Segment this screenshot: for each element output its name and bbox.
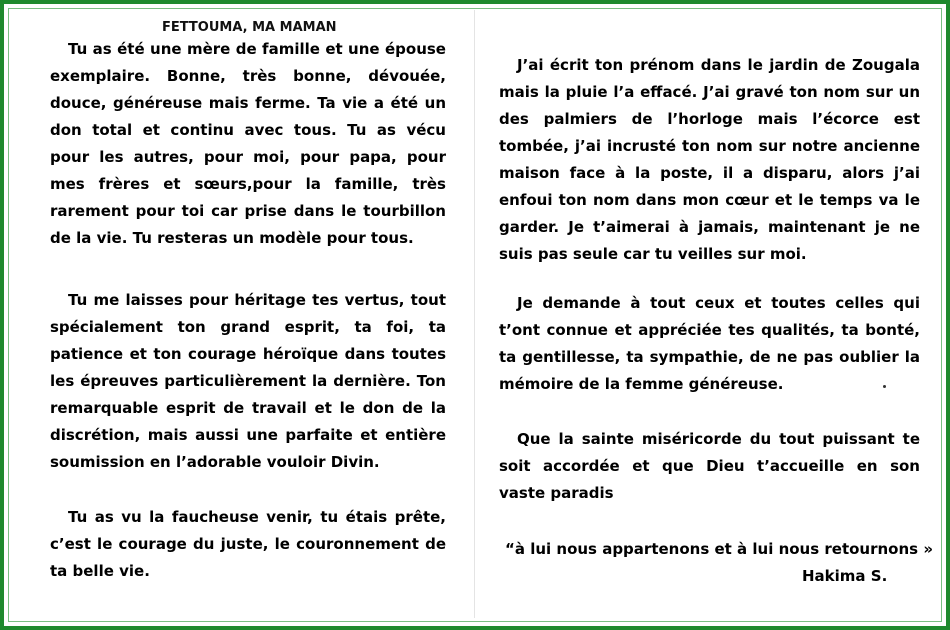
left-paragraph-3: Tu as vu la faucheuse venir, tu étais prête, c’est le courage du juste, le couronnement de ta belle vie. <box>50 508 446 580</box>
page-divider <box>474 10 475 618</box>
right-paragraph-2: Je demande à tout ceux et toutes celles qui t’ont connue et appréciée tes qualités, ta bonté, ta gentillesse, ta sympathie, de ne pas oublier la mémoire de la femme généreuse. <box>499 294 920 393</box>
scan-speck <box>883 385 886 388</box>
left-paragraph-1: Tu as été une mère de famille et une épouse exemplaire. Bonne, très bonne, dévouée, douce, généreuse mais ferme. Ta vie a été un don total et continu avec tous. Tu as vécu pour les autres, pour moi, pour papa, pour mes frères et sœurs,pour la famille, très rarement pour toi car prise dans le tourbillon de la vie. Tu resteras un modèle pour tous. <box>50 40 446 247</box>
left-paragraph-2: Tu me laisses pour héritage tes vertus, tout spécialement ton grand esprit, ta foi, ta patience et ton courage héroïque dans toutes les épreuves particulièrement la dernière. Ton remarquable esprit de travail et le don de la discrétion, mais aussi une parfaite et entière soumission en l’adorable vouloir Divin. <box>50 291 446 471</box>
right-paragraph-3: Que la sainte miséricorde du tout puissant te soit accordée et que Dieu t’accueille en son vaste paradis <box>499 430 920 502</box>
page-title: FETTOUMA, MA MAMAN <box>162 20 337 35</box>
signature: Hakima S. <box>802 567 888 585</box>
right-paragraph-1: J’ai écrit ton prénom dans le jardin de Zougala mais la pluie l’a effacé. J’ai gravé ton nom sur un des palmiers de l’horloge mais l’écorce est tombée, j’ai incrusté ton nom sur notre ancienne maison face à la poste, il a disparu, alors j’ai enfoui ton nom dans mon cœur et le temps va le garder. Je t’aimerai à jamais, maintenant je ne suis pas seule car tu veilles sur moi. <box>499 56 920 263</box>
closing-quote: “à lui nous appartenons et à lui nous retournons » <box>505 540 934 558</box>
